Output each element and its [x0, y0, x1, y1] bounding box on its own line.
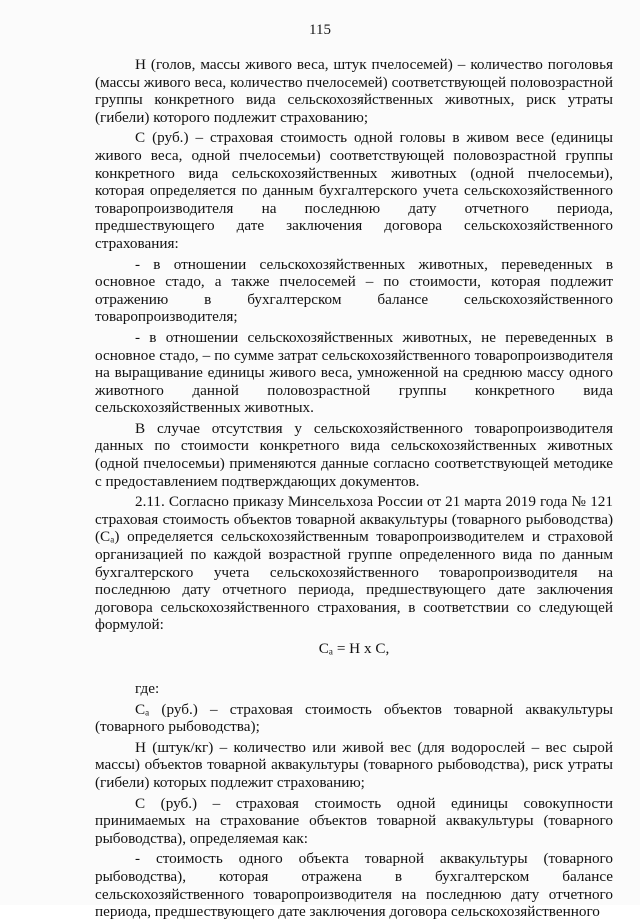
list-item-not-transferred-animals: - в отношении сельскохозяйственных животных, не переведенных в основное стадо, – по сумме затрат сельскохозяйственного товаропроизводителя на выращивание единицы живого веса, умноженной на среднюю массу одного животного данной половозрастной группы конкретного вида сельскохозяйственных животных.	[95, 328, 613, 417]
paragraph-2-11: 2.11. Согласно приказу Минсельхоза России от 21 марта 2019 года № 121 страховая стоимость объектов товарной аквакультуры (товарного рыбоводства) (Сₐ) определяется сельскохозяйственным товаропроизводителем и страховой организацией по каждой возрастной группе определенного вида по данным бухгалтерского учета сельскохозяйственного товаропроизводителя на последнюю дату отчетного периода, предшествующего дате заключения договора сельскохозяйственного страхования, в соответствии со следующей формулой:	[95, 493, 613, 634]
definition-ca: Сₐ (руб.) – страховая стоимость объектов товарной аквакультуры (товарного рыбоводства);	[95, 700, 613, 736]
paragraph-c-definition: С (руб.) – страховая стоимость одной головы в живом весе (единицы живого веса, одной пчелосемьи) соответствующей половозрастной группы конкретного вида сельскохозяйственных животных (одной пчелосемьи), которая определяется по данным бухгалтерского учета сельскохозяйственного товаропроизводителя на последнюю дату отчетного периода, предшествующего дате заключения договора сельскохозяйственного страхования:	[95, 129, 613, 252]
definition-n: Н (штук/кг) – количество или живой вес (для водорослей – вес сырой массы) объектов товарной аквакультуры (товарного рыбоводства), риск утраты (гибели) которых подлежит страхованию;	[95, 738, 613, 791]
list-item-unit-cost: - стоимость одного объекта товарной аквакультуры (товарного рыбоводства), которая отражена в бухгалтерском балансе сельскохозяйственного товаропроизводителя на последнюю дату отчетного периода, предшествующего дате заключения договора сельскохозяйственного	[95, 850, 613, 921]
definition-c: С (руб.) – страховая стоимость одной единицы совокупности принимаемых на страхование объектов товарной аквакультуры (товарного рыбоводства), определяемая как:	[95, 794, 613, 847]
page-number: 115	[309, 22, 331, 38]
list-item-transferred-animals: - в отношении сельскохозяйственных животных, переведенных в основное стадо, а также пчелосемей – по стоимости, которая подлежит отражению в бухгалтерском балансе сельскохозяйственного товаропроизводителя;	[95, 255, 613, 326]
where-label: где:	[135, 680, 160, 697]
paragraph-h-definition: Н (голов, массы живого веса, штук пчелосемей) – количество поголовья (массы живого веса, количество пчелосемей) соответствующей половозрастной группы конкретного вида сельскохозяйственных животных, риск утраты (гибели) которого подлежит страхованию;	[95, 56, 613, 126]
formula: Сₐ = Н х С,	[318, 640, 390, 657]
document-body	[95, 56, 613, 924]
paragraph-missing-data: В случае отсутствия у сельскохозяйственного товаропроизводителя данных по стоимости конкретного вида сельскохозяйственных животных (одной пчелосемьи) применяются данные согласно соответствующей методике с предоставлением подтверждающих документов.	[95, 419, 613, 490]
